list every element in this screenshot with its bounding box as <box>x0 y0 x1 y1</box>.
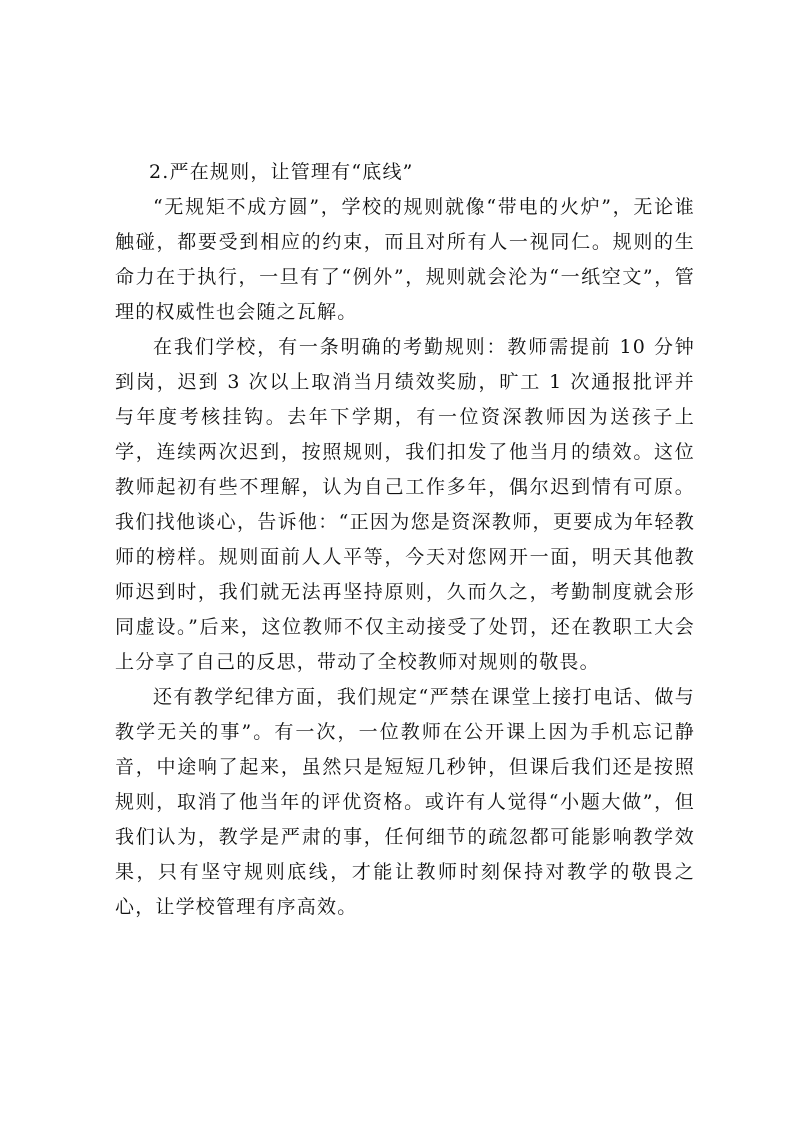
document-body <box>115 155 695 925</box>
section-heading: 2.严在规则，让管理有“底线” <box>149 161 414 183</box>
paragraph-attendance-rule: 在我们学校，有一条明确的考勤规则：教师需提前 10 分钟到岗，迟到 3 次以上取消当月绩效奖励，旷工 1 次通报批评并与年度考核挂钩。去年下学期，有一位资深教师因为送孩子上学，连续两次迟到，按照规则，我们扣发了他当月的绩效。这位教师起初有些不理解，认为自己工作多年，偶尔迟到情有可原。我们找他谈心，告诉他：“正因为您是资深教师，更要成为年轻教师的榜样。规则面前人人平等，今天对您网开一面，明天其他教师迟到时，我们就无法再坚持原则，久而久之，考勤制度就会形同虚设。”后来，这位教师不仅主动接受了处罚，还在教职工大会上分享了自己的反思，带动了全校教师对规则的敬畏。 <box>115 336 695 673</box>
paragraph-teaching-discipline: 还有教学纪律方面，我们规定“严禁在课堂上接打电话、做与教学无关的事”。有一次，一位教师在公开课上因为手机忘记静音，中途响了起来，虽然只是短短几秒钟，但课后我们还是按照规则，取消了他当年的评优资格。或许有人觉得“小题大做”，但我们认为，教学是严肃的事，任何细节的疏忽都可能影响教学效果，只有坚守规则底线，才能让教师时刻保持对教学的敬畏之心，让学校管理有序高效。 <box>115 686 695 918</box>
paragraph-rules-principle: “无规矩不成方圆”，学校的规则就像“带电的火炉”，无论谁触碰，都要受到相应的约束，而且对所有人一视同仁。规则的生命力在于执行，一旦有了“例外”，规则就会沦为“一纸空文”，管理的权威性也会随之瓦解。 <box>115 196 695 323</box>
